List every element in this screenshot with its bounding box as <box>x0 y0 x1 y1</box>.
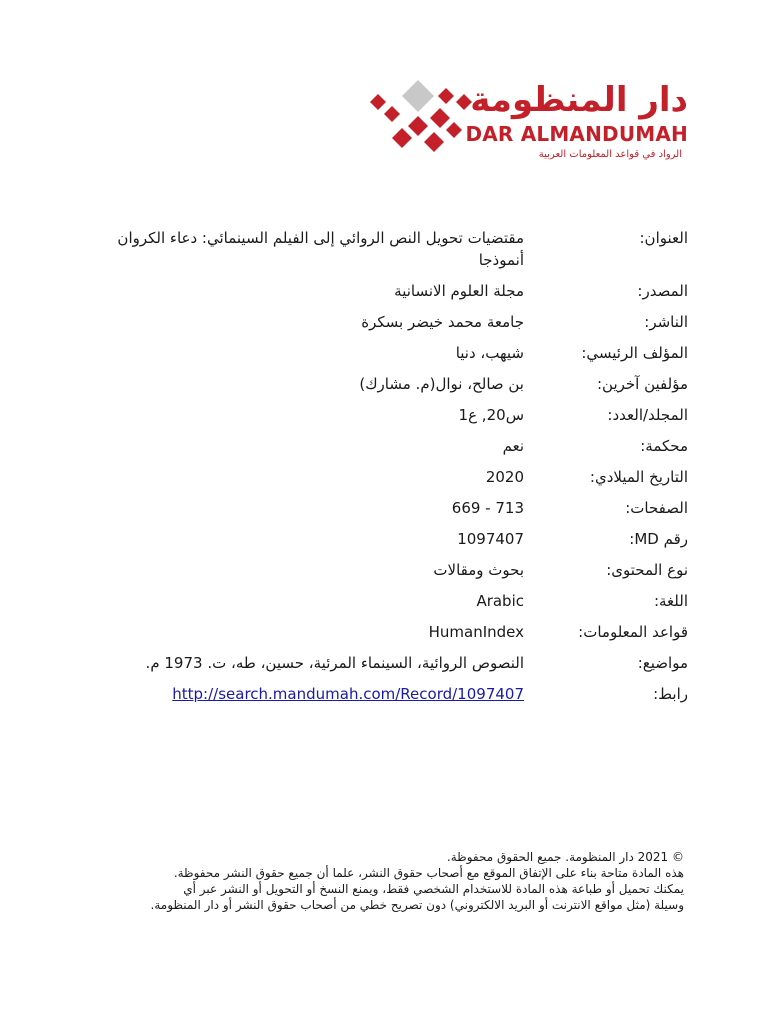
field-value: 2020 <box>485 468 524 486</box>
field-source <box>80 280 688 302</box>
field-title <box>80 227 688 271</box>
field-value: 669 - 713 <box>451 499 524 517</box>
field-label: المؤلف الرئيسي: <box>581 344 688 362</box>
field-value: جامعة محمد خيضر بسكرة <box>361 313 524 331</box>
field-value: مقتضيات تحويل النص الروائي إلى الفيلم السينمائي: دعاء الكروان أنموذجا <box>117 229 524 269</box>
field-label: رقم MD: <box>629 530 688 548</box>
field-label: مؤلفين آخرين: <box>596 375 688 393</box>
field-value: نعم <box>502 437 524 455</box>
copyright-line: © 2021 دار المنظومة. جميع الحقوق محفوظة. <box>446 850 684 864</box>
field-volume-issue <box>80 404 688 426</box>
field-value <box>80 683 524 705</box>
field-value: بن صالح، نوال(م. مشارك) <box>359 375 524 393</box>
field-peer-reviewed <box>80 435 688 457</box>
logo-tagline: الرواد في قواعد المعلومات العربية <box>538 149 682 160</box>
field-subjects <box>80 652 688 674</box>
field-label: التاريخ الميلادي: <box>589 468 688 486</box>
logo-latin-name: DAR ALMANDUMAH <box>465 122 688 146</box>
field-value: س20, ع1 <box>458 406 524 424</box>
publisher-logo <box>368 78 688 170</box>
field-databases <box>80 621 688 643</box>
field-label: مواضيع: <box>637 654 688 672</box>
field-label: الصفحات: <box>625 499 688 517</box>
field-value: بحوث ومقالات <box>433 561 524 579</box>
record-url-link[interactable]: http://search.mandumah.com/Record/1097407 <box>172 685 524 703</box>
field-main-author <box>80 342 688 364</box>
field-label: اللغة: <box>653 592 688 610</box>
field-label: الناشر: <box>644 313 688 331</box>
field-date <box>80 466 688 488</box>
notice-line: هذه المادة متاحة بناء على الإتفاق الموقع مع أصحاب حقوق النشر، علما أن جميع حقوق النشر محفوظة. <box>173 866 684 880</box>
field-label: المجلد/العدد: <box>607 406 688 424</box>
logo-arabic-name: دار المنظومة <box>470 80 688 120</box>
field-md-number <box>80 528 688 550</box>
field-other-authors <box>80 373 688 395</box>
copyright-notice <box>60 849 684 913</box>
field-value: مجلة العلوم الانسانية <box>394 282 524 300</box>
field-language <box>80 590 688 612</box>
notice-line: وسيلة (مثل مواقع الانترنت أو البريد الالكتروني) دون تصريح خطي من أصحاب حقوق النشر أو دار المنظومة. <box>150 898 684 912</box>
field-label: رابط: <box>653 685 688 703</box>
field-label: العنوان: <box>639 229 688 247</box>
field-value: شيهب، دنيا <box>455 344 524 362</box>
diamond-mosaic-icon <box>368 78 474 158</box>
field-link <box>80 683 688 705</box>
field-value: HumanIndex <box>428 623 524 641</box>
field-label: المصدر: <box>637 282 688 300</box>
field-label: نوع المحتوى: <box>606 561 688 579</box>
field-label: قواعد المعلومات: <box>578 623 688 641</box>
record-metadata <box>80 227 688 714</box>
field-value: 1097407 <box>457 530 524 548</box>
field-pages <box>80 497 688 519</box>
field-content-type <box>80 559 688 581</box>
notice-line: يمكنك تحميل أو طباعة هذه المادة للاستخدام الشخصي فقط، ويمنع النسخ أو التحويل أو النشر عبر أي <box>183 882 684 896</box>
field-value: Arabic <box>476 592 524 610</box>
field-publisher <box>80 311 688 333</box>
field-label: محكمة: <box>640 437 688 455</box>
field-value: النصوص الروائية، السينماء المرئية، حسين، طه، ت. 1973 م. <box>145 654 524 672</box>
